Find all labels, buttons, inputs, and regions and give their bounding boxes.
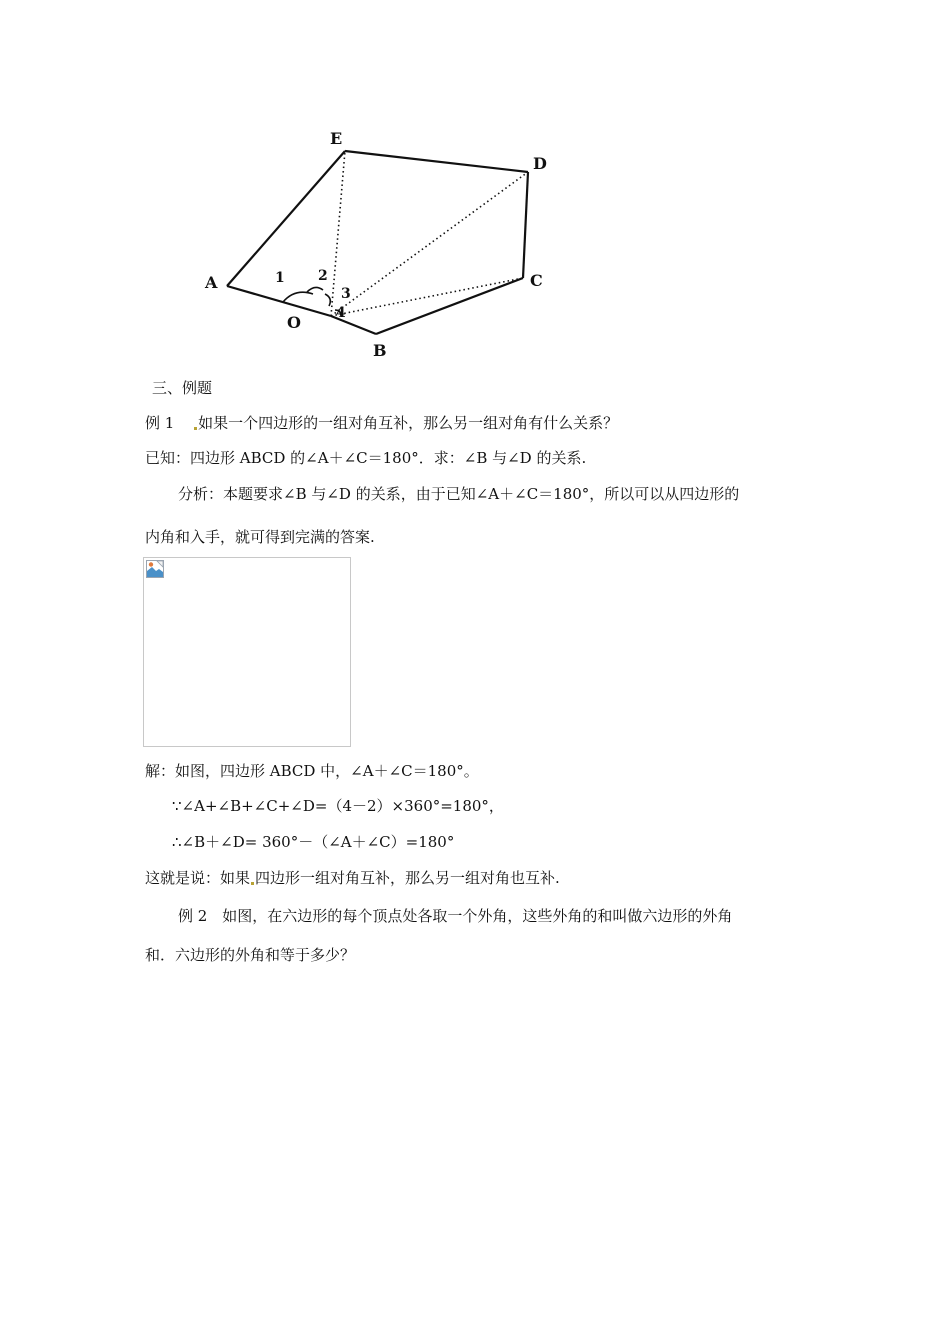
angle-arc-3 [325,294,330,306]
angle-arc-1 [283,292,313,302]
segment-oc [331,278,523,316]
mark-icon [194,427,197,430]
broken-image-icon [146,560,164,578]
angle-label-2: 2 [318,268,328,284]
example1-known: 已知：四边形 ABCD 的∠A＋∠C＝180°．求：∠B 与∠D 的关系. [145,449,587,467]
edge-ao [227,286,331,316]
solution-line3: ∴∠B＋∠D= 360°－（∠A＋∠C）=180° [172,833,455,851]
example2-line1: 例 2 如图，在六边形的每个顶点处各取一个外角，这些外角的和叫做六边形的外角 [178,907,733,925]
mark-icon [251,882,254,885]
solution-line1: 解：如图，四边形 ABCD 中，∠A＋∠C＝180°。 [145,762,479,780]
segment-od [331,172,528,316]
missing-figure-placeholder [143,557,351,747]
conclusion-line [145,868,560,888]
example1-analysis-line2: 内角和入手，就可得到完满的答案. [145,528,375,546]
vertex-label-d: D [533,154,547,173]
vertex-label-a: A [205,273,218,292]
vertex-label-c: C [530,271,543,290]
vertex-label-o: O [287,313,301,332]
example1-question-line [145,413,618,433]
solution-line2: ∵∠A+∠B+∠C+∠D=（4－2）×360°=180°， [172,797,504,815]
conclusion-prefix: 这就是说：如果 [145,869,251,887]
angle-label-1: 1 [275,270,285,286]
conclusion-suffix: 四边形一组对角互补，那么另一组对角也互补. [255,869,560,887]
angle-arc-2 [307,287,323,292]
section-heading: 三、例题 [152,379,213,397]
edge-de [345,151,528,172]
angle-label-3: 3 [341,286,351,302]
edge-cd [523,172,528,278]
edge-ea [227,151,345,286]
example1-question: 如果一个四边形的一组对角互补，那么另一组对角有什么关系？ [198,414,619,432]
dotted-diagonals [331,151,528,316]
example1-analysis-line1: 分析：本题要求∠B 与∠D 的关系，由于已知∠A＋∠C＝180°，所以可以从四边形的 [178,485,740,503]
example2-line2: 和．六边形的外角和等于多少？ [145,946,356,964]
pentagon-figure [195,120,565,365]
vertex-label-b: B [373,341,387,360]
angle-label-4: 4 [336,305,346,321]
pentagon-edges [227,151,528,334]
edge-bc [376,278,523,334]
example1-label: 例 1 [145,414,175,432]
vertex-label-e: E [330,129,343,148]
